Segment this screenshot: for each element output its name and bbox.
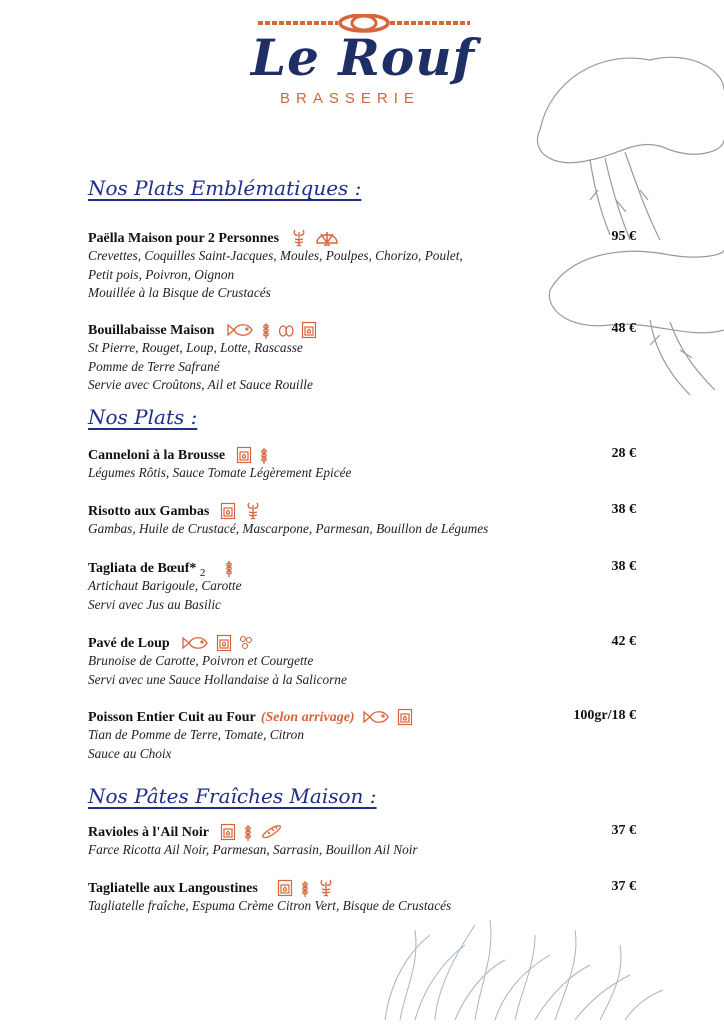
grass-sketch-icon	[375, 915, 665, 1020]
menu-item	[88, 821, 636, 860]
allergen-icons	[226, 320, 319, 340]
lobster-icon	[244, 501, 262, 521]
item-price: 42 €	[611, 634, 636, 649]
item-note: (Selon arrivage)	[260, 710, 355, 725]
item-description: Brunoise de Carotte, Poivron et Courgette	[88, 653, 314, 668]
item-description: Crevettes, Coquilles Saint-Jacques, Moules, Poulpes, Chorizo, Poulet,	[88, 248, 463, 263]
brand-name: Le Rouf	[250, 28, 476, 87]
milk-icon	[397, 708, 413, 726]
section-title-pates: Nos Pâtes Fraîches Maison :	[88, 784, 377, 808]
item-name: Paëlla Maison pour 2 Personnes	[88, 231, 280, 246]
egg-icon	[239, 635, 253, 651]
allergen-icons	[236, 445, 271, 465]
item-price: 37 €	[611, 823, 636, 838]
wheat-icon	[224, 558, 234, 578]
wheat-icon	[259, 445, 269, 465]
item-subscript: 2	[199, 566, 206, 579]
wheat-icon	[261, 320, 271, 340]
item-description: St Pierre, Rouget, Loup, Lotte, Rascasse	[88, 340, 303, 355]
menu-item	[88, 706, 636, 763]
fish-icon	[226, 322, 254, 338]
item-description: Servi avec Jus au Basilic	[88, 596, 221, 612]
item-price: 28 €	[611, 446, 636, 461]
item-description: Servi avec une Sauce Hollandaise à la Salicorne	[88, 671, 347, 687]
fish-icon	[362, 709, 390, 725]
menu-item	[88, 500, 636, 539]
item-name: Poisson Entier Cuit au Four	[88, 710, 256, 725]
item-name: Ravioles à l'Ail Noir	[88, 825, 209, 840]
item-name: Tagliatelle aux Langoustines	[88, 881, 258, 896]
item-price: 38 €	[611, 559, 636, 574]
menu-item	[88, 444, 636, 483]
allergen-icons	[362, 707, 415, 727]
item-description: Sauce au Choix	[88, 745, 172, 761]
item-price: 38 €	[611, 502, 636, 517]
brand-logo	[238, 28, 488, 107]
fish-icon	[181, 635, 209, 651]
item-name: Risotto aux Gambas	[88, 504, 210, 519]
wheat-icon	[243, 822, 253, 842]
menu-item	[88, 227, 636, 303]
item-description: Gambas, Huile de Crustacé, Mascarpone, Parmesan, Bouillon de Légumes	[88, 521, 489, 536]
allergen-icons	[224, 558, 236, 578]
item-name: Pavé de Loup	[88, 636, 170, 651]
milk-icon	[301, 321, 317, 339]
item-price: 100gr/18 €	[573, 708, 636, 723]
item-description: Légumes Rôtis, Sauce Tomate Légèrement Epicée	[88, 465, 352, 480]
item-name: Canneloni à la Brousse	[88, 448, 226, 463]
item-description: Farce Ricotta Ail Noir, Parmesan, Sarrasin, Bouillon Ail Noir	[88, 842, 418, 857]
item-description: Petit pois, Poivron, Oignon	[88, 266, 235, 282]
item-description: Tian de Pomme de Terre, Tomate, Citron	[88, 727, 304, 742]
milk-icon	[216, 634, 232, 652]
menu-item	[88, 632, 636, 689]
allergen-icons	[220, 822, 286, 842]
allergen-icons	[181, 633, 255, 653]
item-description: Servie avec Croûtons, Ail et Sauce Rouille	[88, 377, 313, 392]
milk-icon	[220, 502, 236, 520]
section-title-emblematic: Nos Plats Emblématiques :	[88, 176, 362, 200]
egg-icon	[278, 322, 294, 338]
menu-item	[88, 557, 636, 614]
milk-icon	[236, 446, 252, 464]
item-description: Artichaut Barigoule, Carotte	[88, 578, 242, 593]
allergen-icons	[290, 228, 341, 248]
item-description: Mouillée à la Bisque de Crustacés	[88, 285, 271, 300]
section-title-plats: Nos Plats :	[88, 405, 198, 429]
item-price: 48 €	[611, 321, 636, 336]
item-price: 95 €	[611, 229, 636, 244]
menu-item	[88, 319, 636, 395]
wheat-icon	[300, 878, 310, 898]
lobster-icon	[290, 228, 308, 248]
bread-icon	[260, 823, 284, 841]
lobster-icon	[317, 878, 335, 898]
item-name: Bouillabaisse Maison	[88, 323, 215, 338]
brand-subtitle: BRASSERIE	[280, 90, 420, 107]
item-description: Tagliatelle fraîche, Espuma Crème Citron Vert, Bisque de Crustacés	[88, 898, 452, 913]
milk-icon	[220, 823, 236, 841]
item-description: Pomme de Terre Safrané	[88, 358, 220, 374]
allergen-icons	[220, 501, 263, 521]
milk-icon	[277, 879, 293, 897]
item-price: 37 €	[611, 879, 636, 894]
menu-item	[88, 877, 636, 916]
allergen-icons	[277, 878, 337, 898]
shell-icon	[315, 228, 339, 248]
item-name: Tagliata de Bœuf* $_2$	[88, 561, 206, 579]
